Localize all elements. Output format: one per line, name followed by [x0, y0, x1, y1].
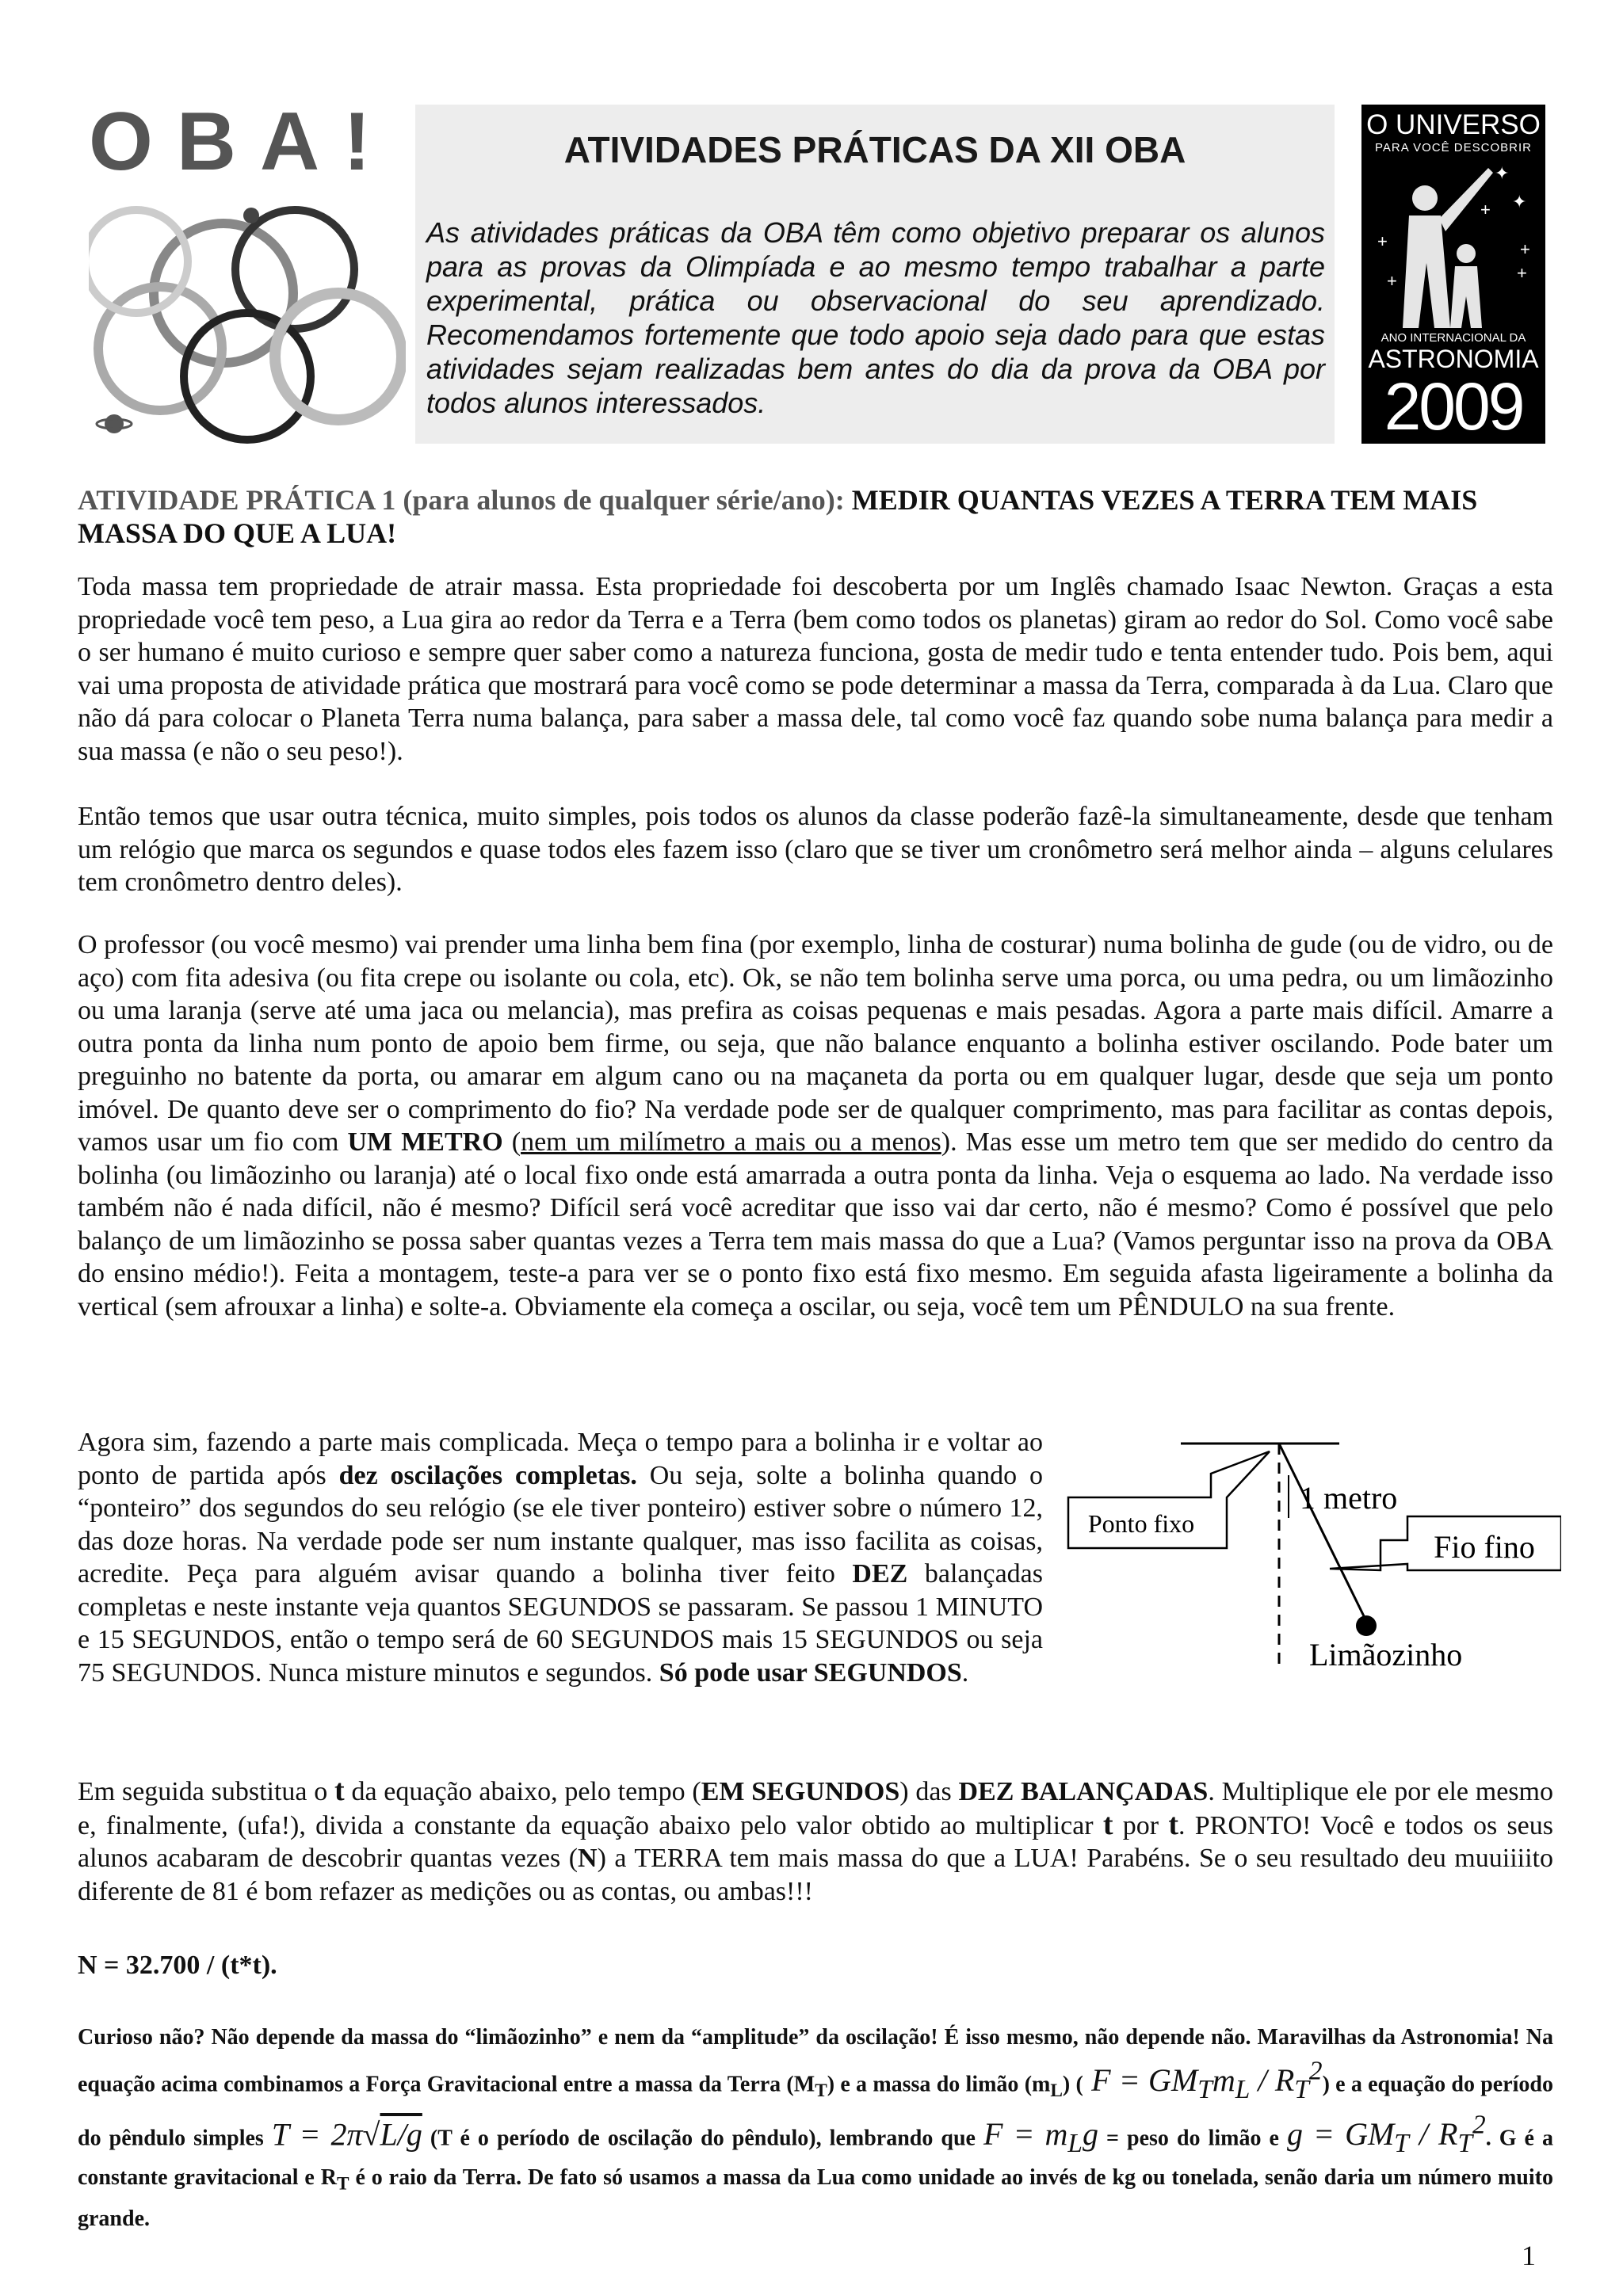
activity-title — [78, 483, 1552, 550]
paragraph-2: Então temos que usar outra técnica, muito simples, pois todos os alunos da classe poderão fazê-la simultaneamente, desde que tenham um relógio que marca os segundos e quase todos eles fazem isso (claro que se tiver um cronômetro será melhor ainda – alguns celulares tem cronômetro dentro deles). — [78, 802, 1553, 897]
paragraph-3: O professor (ou você mesmo) vai prender uma linha bem fina (por exemplo, linha de costurar) numa bolinha de gude (ou de vidro, ou de aço) com fita adesiva (ou fita crepe ou isolante ou cola, etc). Ok, se não tem bolinha serve uma porca, ou uma pedra, ou um limãozinho ou uma laranja (serve até uma jaca ou melancia), mas prefira as coisas pequenas e mais pesadas. Agora a parte mais difícil. Amarre a outra ponta da linha num ponto de apoio bem firme, ou seja, que não balance enquanto a bolinha estiver oscilando. Pode bater um preguinho no batente da porta, ou amarar em algum cano ou na maçaneta da porta ou em qualquer lugar, desde que seja um ponto imóvel. De quanto deve ser o comprimento do fio? Na verdade pode ser de qualquer comprimento, mas para facilitar as contas depois, vamos usar um fio com UM METRO (nem um milímetro a mais ou a menos). Mas esse um metro tem que ser medido do centro da bolinha (ou limãozinho ou laranja) até o local fixo onde está amarrada a outra ponta da linha. Veja o esquema ao lado. Na verdade isso também não é nada difícil, não é mesmo? Difícil será você acreditar que isso vai dar certo, não é mesmo? Como é possível que pelo balanço de um limãozinho se possa saber quantas vezes a Terra tem mais massa do que a Lua? (Vamos perguntar isso na prova da OBA do ensino médio!). Feita a montagem, teste-a para ver se o ponto fixo está fixo mesmo. Em seguida afasta ligeiramente a bolinha da vertical (sem afrouxar a linha) e solte-a. Obviamente ela começa a oscilar, ou seja, você tem um PÊNDULO na sua frente. — [78, 930, 1554, 1322]
ponto-fixo-callout — [1068, 1451, 1270, 1548]
um-metro-label: 1 metro — [1300, 1480, 1398, 1516]
iya-line4: ASTRONOMIA — [1368, 345, 1539, 373]
header-box — [415, 105, 1335, 444]
paragraph-4: Agora sim, fazendo a parte mais complicada. Meça o tempo para a bolinha ir e voltar ao ponto de partida após dez oscilações completas. Ou seja, solte a bolinha quando o “ponteiro” dos segundos do seu relógio (se ele tiver ponteiro) estiver sobre o número 12, das doze horas. Na verdade pode ser num instante qualquer, mas isso facilita as coisas, acredite. Peça para alguém avisar quando a bolinha tiver feito DEZ balançadas completas e neste instante veja quantos SEGUNDOS se passaram. Se passou 1 MINUTO e 15 SEGUNDOS, então o tempo será de 60 SEGUNDOS mais 15 SEGUNDOS ou seja 75 SEGUNDOS. Nunca misture minutos e segundos. Só pode usar SEGUNDOS. — [78, 1428, 1044, 1688]
pendulum-string — [1279, 1444, 1366, 1621]
paragraph-1: Toda massa tem propriedade de atrair massa. Esta propriedade foi descoberta por um Inglês chamado Isaac Newton. Graças a esta propriedade você tem peso, a Lua gira ao redor da Terra e a Terra (bem como todos os planetas) giram ao redor do Sol. Como você sabe o ser humano é muito curioso e sempre quer saber como a natureza funciona, gosta de medir tudo e tenta entender tudo. Pois bem, aqui vai uma proposta de atividade prática que mostrará para você como se pode determinar a massa da Terra, comparada à da Lua. Claro que não dá para colocar o Planeta Terra numa balança, para saber a massa dele, tal como você faz quando sobe numa balança para medir a sua massa (e não o seu peso!). — [78, 572, 1553, 766]
iya-line3: ANO INTERNACIONAL DA — [1381, 331, 1526, 345]
main-formula: N = 32.700 / (t*t). — [78, 1951, 277, 1980]
svg-text:+: + — [1480, 200, 1491, 219]
gravitational-force-formula: $F = GM_Tm_L / R_T^2$ — [1083, 2057, 1323, 2105]
svg-text:+: + — [1520, 239, 1530, 259]
iya-year: 2009 — [1384, 369, 1523, 444]
page-number: 1 — [1522, 2240, 1536, 2271]
svg-text:✦: ✦ — [1495, 163, 1510, 183]
parent-child-stars-figure — [1361, 160, 1545, 328]
limaozinho-label: Limãozinho — [1309, 1637, 1463, 1672]
paragraph-5: Em seguida substitua o t da equação abaixo, pelo tempo (EM SEGUNDOS) das DEZ BALANÇADAS. Multiplique ele por ele mesmo e, finalmente, (ufa!), divida a constante da equação abaixo pelo valor obtido ao multiplicar t por t. PRONTO! Você e todos os seus alunos acabaram de descobrir quantas vezes (N) a TERRA tem mais massa do que a LUA! Parabéns. Se o seu resultado deu muuiiiito diferente de 81 é bom refazer as medições ou as contas, ou ambas!!! — [78, 1774, 1553, 1906]
iya-line2: PARA VOCÊ DESCOBRIR — [1375, 141, 1532, 154]
pendulum-diagram — [1062, 1429, 1561, 1691]
fio-fino-label: Fio fino — [1434, 1529, 1535, 1565]
pendulum-bob — [1356, 1615, 1377, 1636]
fio-fino-callout — [1330, 1516, 1561, 1570]
svg-text:✦: ✦ — [1512, 192, 1527, 212]
paragraph-6: Curioso não? Não depende da massa do “limãozinho” e nem da “amplitude” da oscilação! É isso mesmo, não depende não. Maravilhas da Astronomia! Na equação acima combinamos a Força Gravitacional entre a massa da Terra $(M_T)$ e a massa do limão $(m_L)$ ( $F = GM_Tm_L / R_T^2$) e a equação do período do pêndulo simples T = 2π√L/g (T é o período de oscilação do pêndulo), lembrando que $F = m_Lg$ = peso do limão e $g = GM_T / R_T^2$. G é a constante gravitacional e $R_T$ é o raio da Terra. De fato só usamos a massa da Lua como unidade ao invés de kg ou tonelada, senão daria um número muito grande. — [78, 2025, 1554, 2231]
header-intro: As atividades práticas da OBA têm como objetivo preparar os alunos para as provas da Olimpíada e ao mesmo tempo trabalhar a parte experimental, prática ou observacional do seu aprendizado. Recomendamos fortemente que todo apoio seja dado para que estas atividades sejam realizadas bem antes do dia da prova da OBA por todos alunos interessados. — [426, 216, 1325, 419]
oba-logo — [89, 95, 406, 444]
activity-heading: MEDIR QUANTAS VEZES A TERRA TEM MAIS MASSA DO QUE A LUA! — [78, 484, 1478, 549]
svg-text:+: + — [1377, 231, 1388, 251]
activity-label: ATIVIDADE PRÁTICA 1 (para alunos de qualquer série/ano): — [78, 484, 845, 516]
svg-text:+: + — [1387, 271, 1397, 291]
page-title: ATIVIDADES PRÁTICAS DA XII OBA — [563, 129, 1186, 170]
iya-line1: O UNIVERSO — [1366, 109, 1541, 140]
pendulum-period-formula: T = 2π√L/g — [271, 2116, 422, 2153]
iya-2009-logo — [1361, 105, 1545, 444]
oba-logo-text: OBA! — [89, 96, 395, 188]
weight-formula: $F = m_Lg$ — [983, 2116, 1098, 2159]
ponto-fixo-label: Ponto fixo — [1087, 1509, 1195, 1538]
oba-rings-graphic — [89, 95, 406, 444]
gravity-formula: $g = GM_T / R_T^2$ — [1286, 2110, 1486, 2159]
svg-text:+: + — [1517, 263, 1527, 283]
